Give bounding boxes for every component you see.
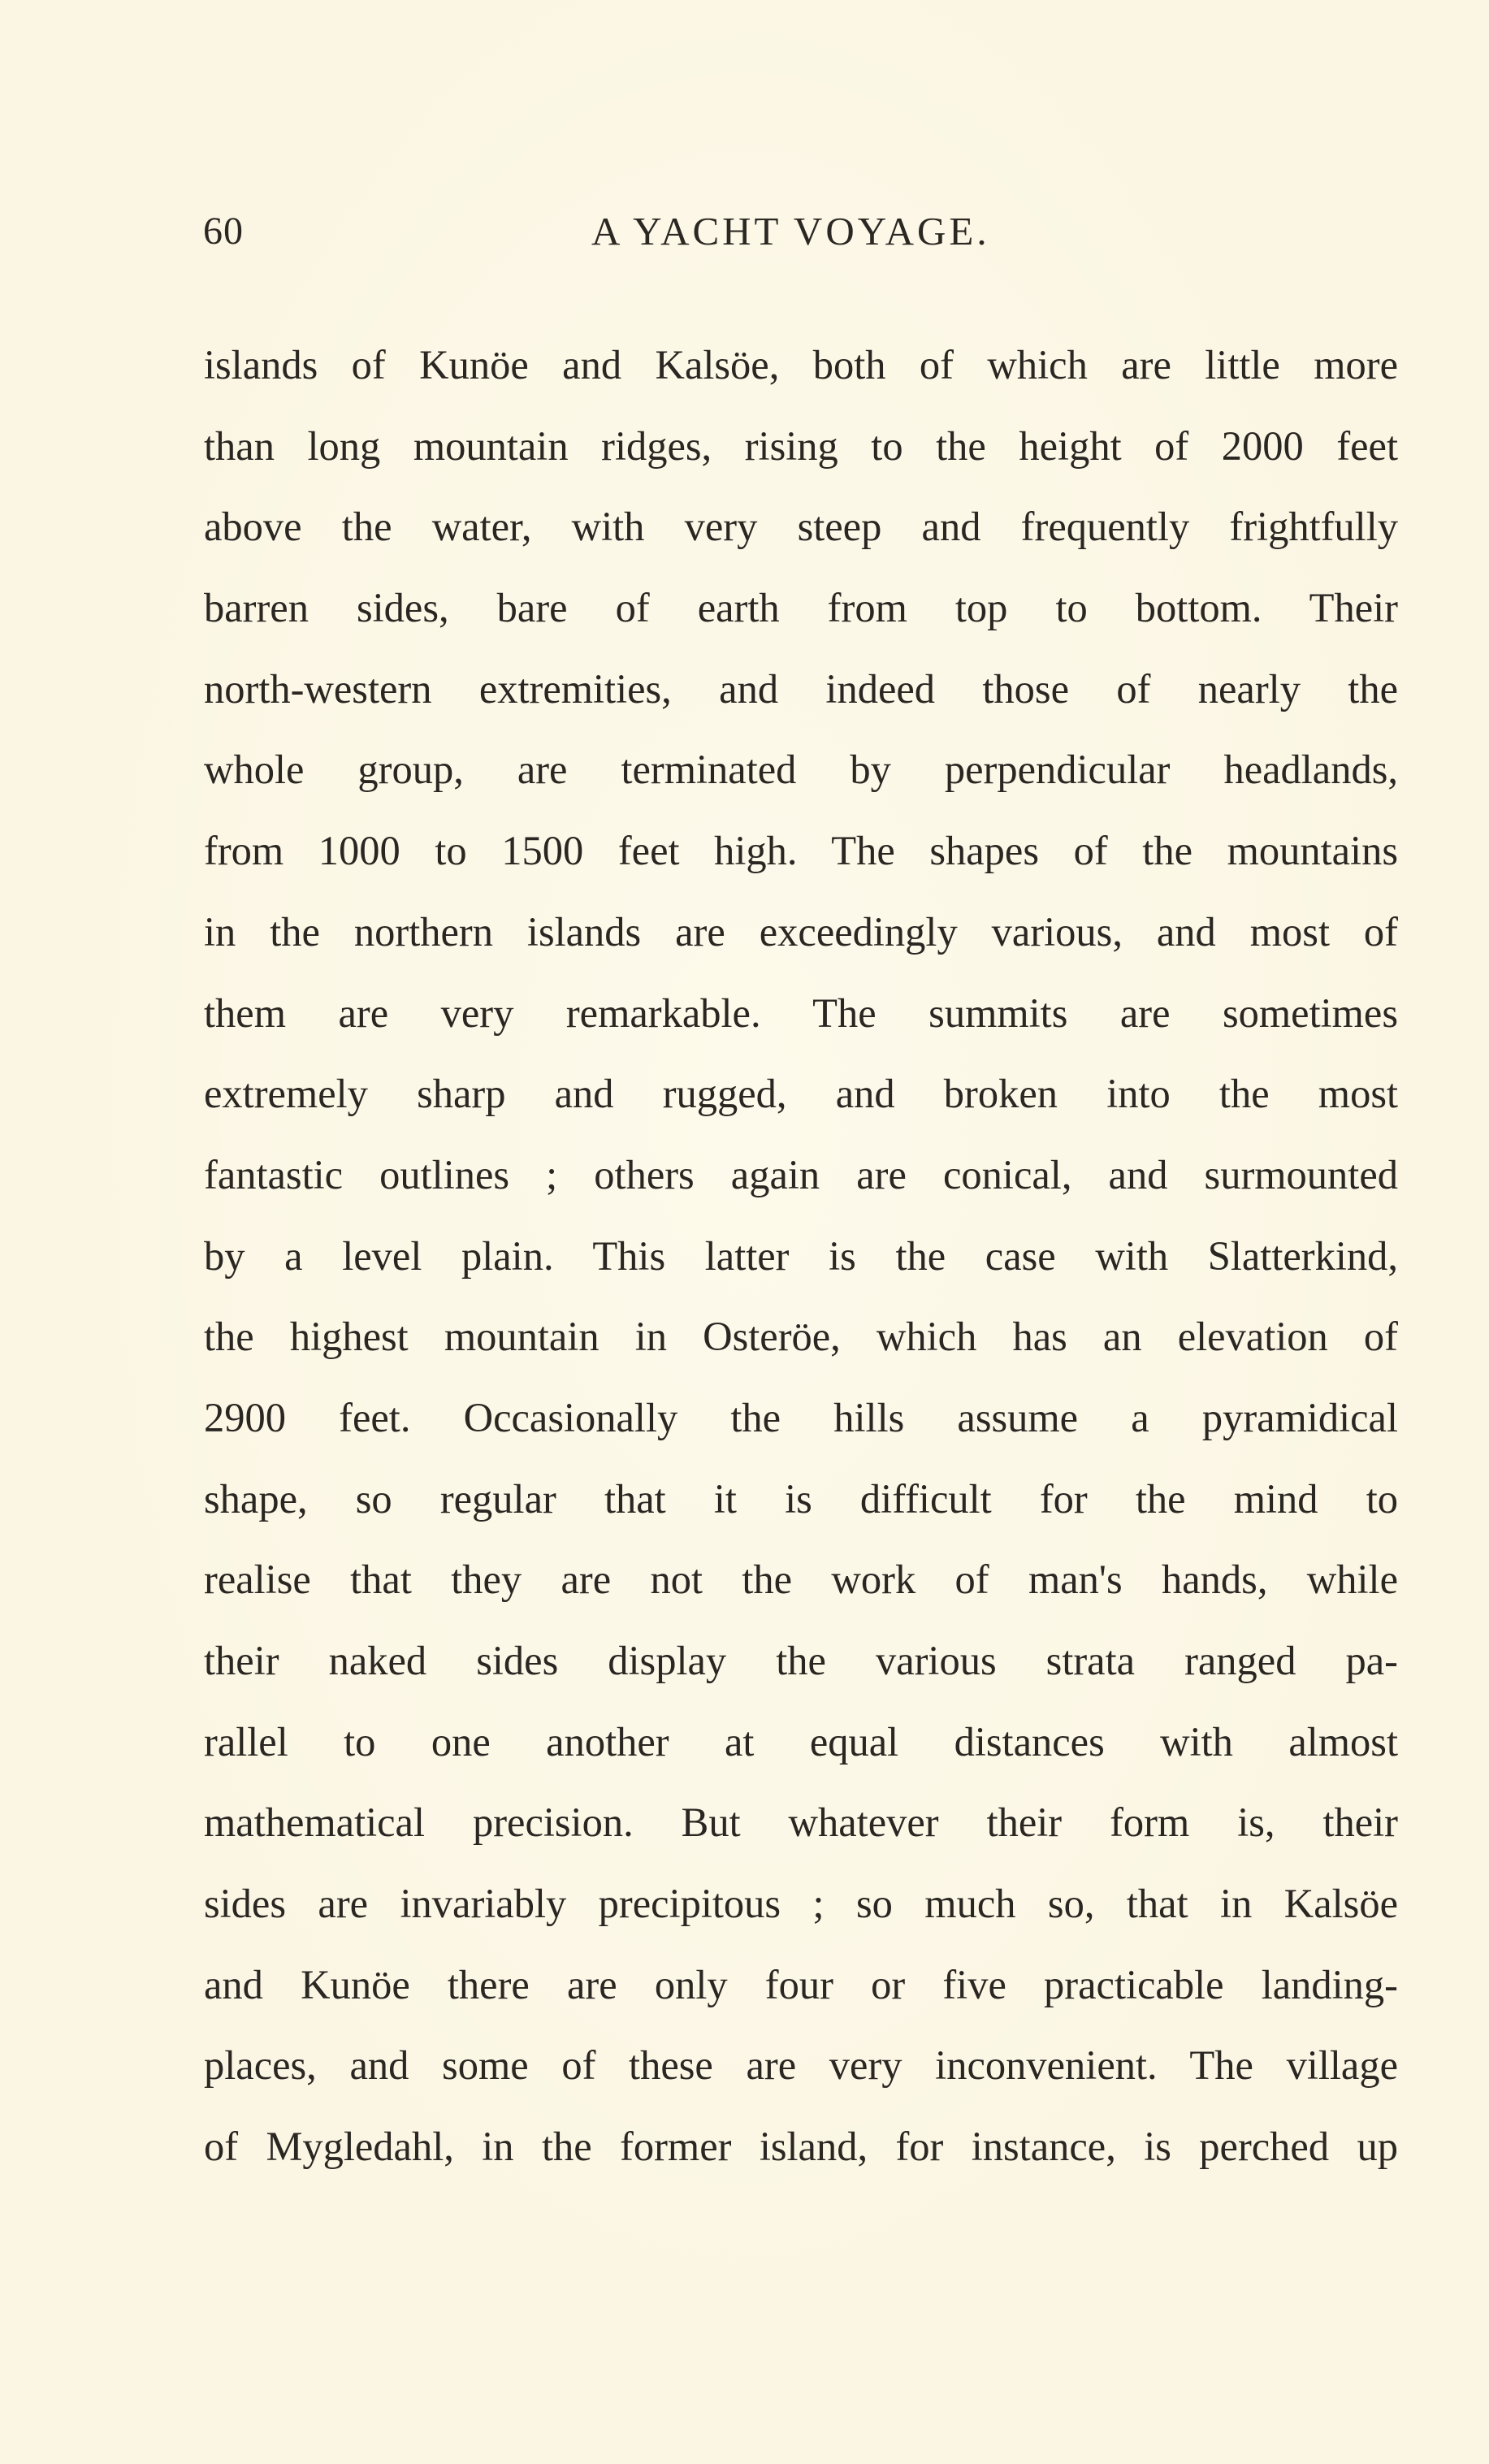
- text-line: in the northern islands are exceedingly various, and most of: [204, 908, 1398, 955]
- text-line: realise that they are not the work of man's hands, while: [204, 1557, 1398, 1603]
- text-line: above the water, with very steep and frequently frightfully: [204, 504, 1398, 550]
- text-line: mathematical precision. But whatever their form is, their: [204, 1799, 1398, 1846]
- running-title: A YACHT VOYAGE.: [591, 209, 990, 253]
- text-line: places, and some of these are very inconvenient. The village: [204, 2042, 1398, 2089]
- text-line: fantastic outlines ; others again are conical, and surmounted: [204, 1151, 1398, 1197]
- text-line: and Kunöe there are only four or five practicable landing-: [204, 1961, 1398, 2007]
- text-line: of Mygledahl, in the former island, for instance, is perched up: [204, 2124, 1398, 2170]
- text-line: 2900 feet. Occasionally the hills assume a pyramidical: [204, 1394, 1398, 1440]
- text-line: by a level plain. This latter is the case with Slatterkind,: [204, 1232, 1398, 1279]
- text-line: their naked sides display the various strata ranged pa-: [204, 1638, 1398, 1683]
- text-line: from 1000 to 1500 feet high. The shapes of the mountains: [204, 828, 1398, 874]
- text-line: the highest mountain in Osteröe, which has an elevation of: [204, 1314, 1398, 1360]
- text-line: islands of Kunöe and Kalsöe, both of which are little more: [204, 342, 1398, 388]
- text-line: rallel to one another at equal distances with almost: [204, 1718, 1398, 1765]
- page-header: [203, 203, 1032, 260]
- text-line: than long mountain ridges, rising to the height of 2000 feet: [204, 422, 1398, 469]
- text-line: extremely sharp and rugged, and broken into the most: [204, 1071, 1398, 1117]
- text-line: sides are invariably precipitous ; so much so, that in Kalsöe: [204, 1881, 1398, 1927]
- page-number: 60: [203, 210, 244, 253]
- text-line: north-western extremities, and indeed those of nearly the: [204, 665, 1398, 712]
- text-line: whole group, are terminated by perpendicular headlands,: [204, 747, 1398, 793]
- text-line: barren sides, bare of earth from top to bottom. Their: [204, 585, 1398, 631]
- body-text: [204, 325, 1398, 2188]
- text-line: shape, so regular that it is difficult for the mind to: [204, 1475, 1398, 1522]
- text-line: them are very remarkable. The summits are sometimes: [204, 989, 1398, 1036]
